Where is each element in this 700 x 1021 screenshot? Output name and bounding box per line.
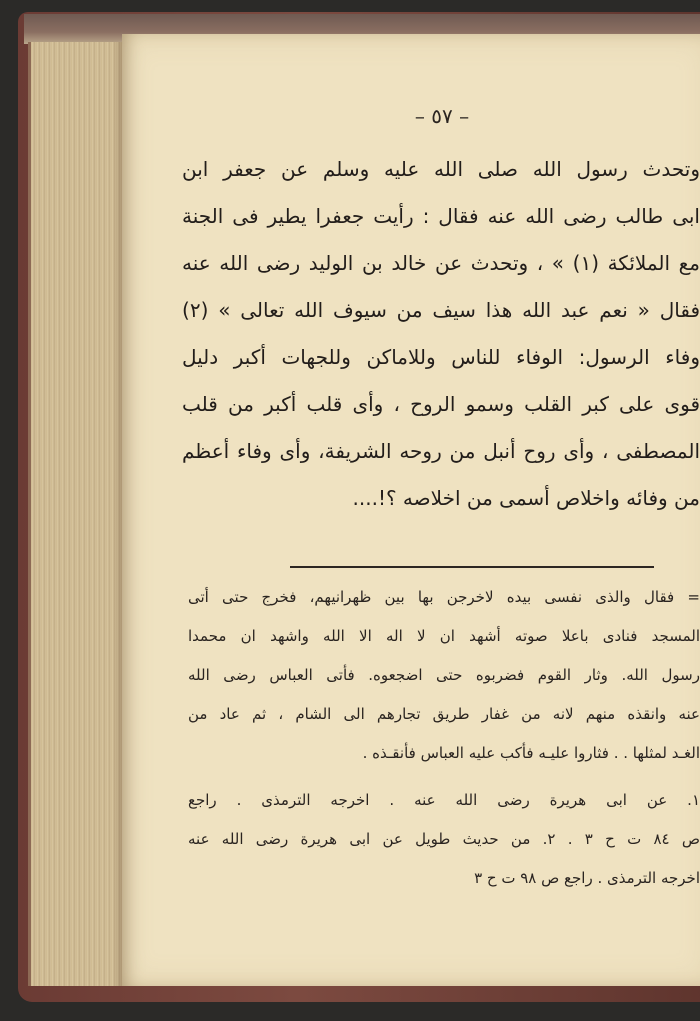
text-line: ابى طالب رضى الله عنه فقال : رأيت جعفرا يطير فى الجنة (182, 204, 700, 228)
text-line: المصطفى ، وأى روح أنبل من روحه الشريفة، وأى وفاء أعظم (182, 439, 700, 463)
text-line: وتحدث رسول الله صلى الله عليه وسلم عن جعفر ابن (182, 157, 700, 181)
page-number: – ٥٧ – (414, 104, 470, 128)
footnotes (188, 578, 700, 898)
reference-line: ١. عن ابى هريرة رضى الله عنه . اخرجه الترمذى . راجع (188, 791, 700, 809)
book-page (122, 34, 700, 986)
text-line: مع الملائكة (١) » ، وتحدث عن خالد بن الوليد رضى الله عنه (182, 251, 700, 275)
text-line: من وفائه واخلاص أسمى من اخلاصه ؟!.... (352, 486, 700, 510)
page-edges-stack (28, 42, 127, 986)
reference-line: ص ٨٤ ت ح ٣ . ٢. من حديث طويل عن ابى هريرة رضى الله عنه (188, 830, 700, 848)
reference-line: اخرجه الترمذى . راجع ص ٩٨ ت ح ٣ (474, 869, 700, 887)
main-text (182, 146, 700, 522)
footnote-divider (290, 566, 654, 568)
text-line: فقال « نعم عبد الله هذا سيف من سيوف الله تعالى » (٢) (182, 298, 700, 322)
footnote-line: المسجد فنادى باعلا صوته أشهد ان لا اله الا الله واشهد ان محمدا (188, 627, 700, 645)
footnote-line: عنه وانقذه منهم لانه من غفار طريق تجارهم الى الشام ، ثم عاد من (188, 705, 700, 723)
footnote-line: = فقال والذى نفسى بيده لاخرجن بها بين ظهرانيهم، فخرج حتى أتى (188, 588, 700, 606)
footnote-line: الغـد لمثلها . . فثاروا عليـه فأكب عليه العباس فأنقـذه . (362, 744, 700, 762)
footnote-line: رسول الله. وثار القوم فضربوه حتى اضجعوه. فأتى العباس رضى الله (188, 666, 700, 684)
text-line: وفاء الرسول: الوفاء للناس وللاماكن وللجهات أكبر دليل (182, 345, 700, 369)
text-line: قوى على كبر القلب وسمو الروح ، وأى قلب أكبر من قلب (182, 392, 700, 416)
